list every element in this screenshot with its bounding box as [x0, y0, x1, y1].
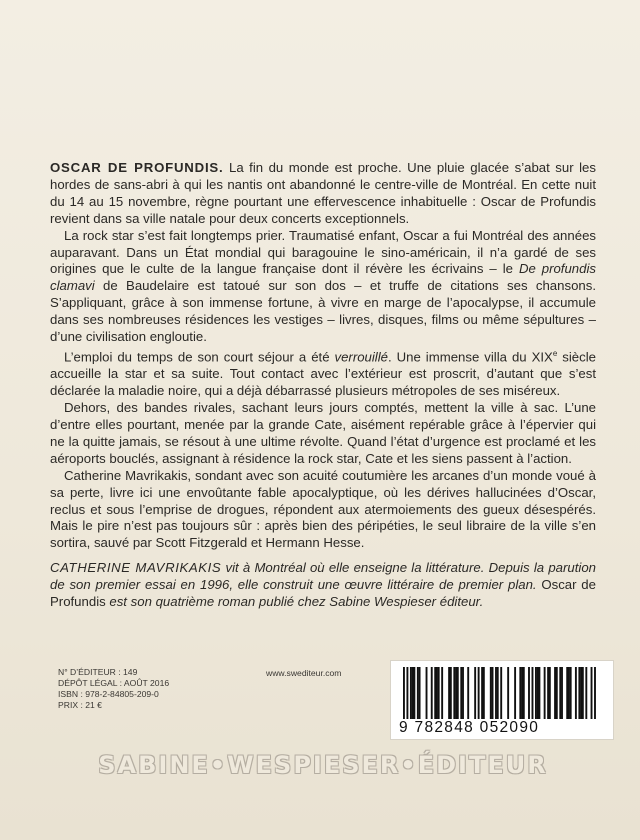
- barcode-bar: [514, 667, 516, 719]
- barcode-bar: [544, 667, 546, 719]
- barcode-bar: [438, 667, 440, 719]
- barcode-bar: [566, 667, 568, 719]
- barcode-bar: [434, 667, 436, 719]
- blurb-paragraph-5: Catherine Mavrikakis, sondant avec son acuité coutumière les arcanes d’un monde voué à sa perte, livre ici une envoûtante fable apocalyptique, où les dérives hallucinées d’Oscar, reclus et sous l’emprise de drogues, répondent aux atermoiements des gueux désespérés. Mais le pire n’est pas toujours sûr : après bien des péripéties, le seul libraire de la ville s’en sortira, sauvé par Scott Fitzgerald et Hermann Hesse.: [50, 467, 596, 551]
- barcode-bar: [535, 667, 537, 719]
- barcode-bar: [412, 667, 414, 719]
- legal-info: [58, 667, 169, 711]
- barcode-bar: [413, 667, 415, 719]
- barcode-bar: [467, 667, 469, 719]
- barcode-bar: [594, 667, 596, 719]
- barcode-bar: [547, 667, 549, 719]
- barcode-bar: [417, 667, 419, 719]
- barcode-bar: [575, 667, 577, 719]
- barcode-bar: [478, 667, 480, 719]
- barcode-bar: [537, 667, 539, 719]
- isbn-barcode: [390, 660, 614, 740]
- barcode-bar: [585, 667, 587, 719]
- barcode-bar: [582, 667, 584, 719]
- barcode-bar: [507, 667, 509, 719]
- barcode-bar: [441, 667, 443, 719]
- blurb-paragraph-2: [50, 228, 596, 346]
- author-name: CATHERINE MAVRIKAKIS: [50, 560, 222, 576]
- editor-number: N° D’ÉDITEUR : 149: [58, 667, 138, 677]
- blurb-text-1: La fin du monde est proche. Une pluie glacée s’abat sur les hordes de sans-abri à qui les nantis ont abandonné le centre-ville de Montréal. En cette nuit du 14 au 15 novembre, règne pourtant une effervescence inhabituelle : Oscar de Profundis revient dans sa ville natale pour deux concerts exceptionnels.: [50, 160, 596, 226]
- blurb-text-3a: L’emploi du temps de son court séjour a été: [64, 349, 335, 365]
- barcode-bar: [419, 667, 421, 719]
- author-bio: [50, 560, 596, 611]
- blurb-italic-word: verrouillé: [334, 349, 389, 365]
- barcode-bar: [462, 667, 464, 719]
- barcode-bar: [532, 667, 534, 719]
- publisher-logo: [58, 748, 588, 782]
- barcode-bar: [500, 667, 502, 719]
- barcode-bar: [521, 667, 523, 719]
- barcode-bar: [495, 667, 497, 719]
- blurb-text-3c: siècle accueille la star et sa suite. Tout contact avec l’extérieur est proscrit, d’autant que s’est déclarée la maladie noire, qui a déjà débarrassé plusieurs métropoles de ses miséreux.: [50, 349, 596, 399]
- barcode-bar: [453, 667, 455, 719]
- barcode-bar: [568, 667, 570, 719]
- author-bio-text-a: vit à Montréal où elle enseigne la littérature. Depuis la parution de son premier essai en 1996, elle construit une œuvre littéraire de premier plan.: [50, 560, 596, 593]
- barcode-bar: [492, 667, 494, 719]
- barcode-bar: [554, 667, 556, 719]
- barcode-bar: [549, 667, 551, 719]
- barcode-bar: [561, 667, 563, 719]
- barcode-digits: 9 782848 052090: [399, 719, 540, 736]
- barcode-bar: [483, 667, 485, 719]
- isbn-text: ISBN : 978-2-84805-209-0: [58, 689, 159, 699]
- barcode-bar: [523, 667, 525, 719]
- price: PRIX : 21 €: [58, 700, 102, 710]
- barcode-bar: [436, 667, 438, 719]
- author-bio-text-b: est son quatrième roman publié chez Sabine Wespieser éditeur.: [105, 594, 484, 610]
- blurb-paragraph-4: Dehors, des bandes rivales, sachant leurs jours comptés, mettent la ville à sac. L’une d’entre elles pourtant, menée par la grande Cate, aisément repérable grâce à l’épervier qui ne la quitte jamais, se résout à une ultime révolte. Quand l’état d’urgence est proclamé et les aéroports bouclés, assignant à résidence la rock star, Cate et les siens passent à l’action.: [50, 400, 596, 466]
- barcode-bar: [426, 667, 428, 719]
- barcode-bar: [457, 667, 459, 719]
- barcode-bar: [431, 667, 433, 719]
- barcode-bar: [528, 667, 530, 719]
- book-blurb: [50, 160, 596, 611]
- barcode-bar: [410, 667, 412, 719]
- barcode-bar: [460, 667, 462, 719]
- barcode-bar: [406, 667, 408, 719]
- barcode-bar: [570, 667, 572, 719]
- blurb-italic-title: De profundis clamavi: [50, 261, 596, 294]
- barcode-bars: [403, 667, 601, 719]
- publisher-website: www.swediteur.com: [266, 668, 342, 678]
- legal-deposit: DÉPÔT LÉGAL : AOÛT 2016: [58, 678, 170, 688]
- barcode-bar: [403, 667, 405, 719]
- barcode-bar: [578, 667, 580, 719]
- barcode-bar: [591, 667, 593, 719]
- publisher-name: SABINE•WESPIESER•ÉDITEUR: [98, 751, 548, 779]
- barcode-bar: [559, 667, 561, 719]
- blurb-superscript: e: [552, 348, 558, 358]
- barcode-bar: [580, 667, 582, 719]
- author-bio-book-title: Oscar de Profundis: [50, 577, 596, 610]
- blurb-paragraph-3: [50, 346, 596, 400]
- barcode-bar: [474, 667, 476, 719]
- blurb-text-3b: . Une immense villa du XIX: [388, 349, 553, 365]
- blurb-paragraph-1: [50, 160, 596, 228]
- blurb-text-2a: La rock star s’est fait longtemps prier. Traumatisé enfant, Oscar a fui Montréal des années auparavant. Dans un État mondial qui baragouine le sino-américain, il n’a gardé de ses origines que le culte de la langue française dont il révère les écrivains – le: [50, 227, 596, 277]
- barcode-bar: [490, 667, 492, 719]
- barcode-bar: [538, 667, 540, 719]
- barcode-bar: [455, 667, 457, 719]
- barcode-bar: [497, 667, 499, 719]
- blurb-text-2b: de Baudelaire est tatoué sur son dos – et truffe de citations ses chansons. S’appliquant, grâce à son immense fortune, à vivre en marge de l’apocalypse, il accumule dans ses nombreuses résidences les vestiges – livres, disques, films ou même sépultures – d’une civilisation engloutie.: [50, 278, 596, 345]
- barcode-bar: [450, 667, 452, 719]
- barcode-bar: [556, 667, 558, 719]
- barcode-bar: [519, 667, 521, 719]
- barcode-bar: [481, 667, 483, 719]
- book-title-heading: OSCAR DE PROFUNDIS.: [50, 160, 224, 175]
- barcode-bar: [448, 667, 450, 719]
